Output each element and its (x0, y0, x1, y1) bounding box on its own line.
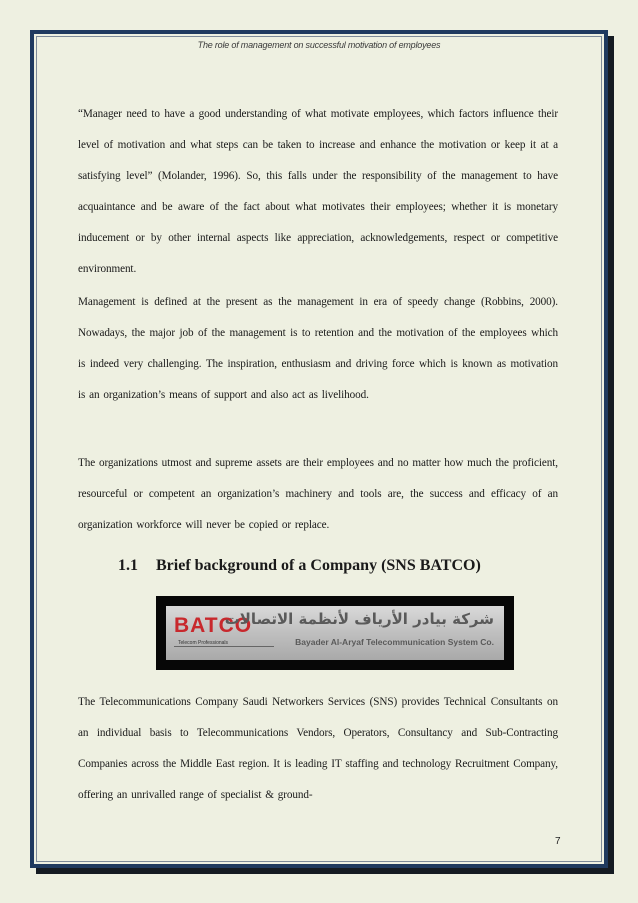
logo-tagline: Telecom Professionals (178, 640, 229, 646)
logo-panel (166, 606, 504, 660)
paragraph-management-definition: Management is defined at the present as the management in era of speedy change (Robbins, 2000). Nowadays, the major job of the management is to retention and the motivation of the employees which is indeed very challenging. The inspiration, enthusiasm and driving force which is known as motivation is an organization’s means of support and also act as livelihood. (78, 296, 558, 401)
paragraph-organization-assets: The organizations utmost and supreme assets are their employees and no matter how much the proficient, resourceful or competent an organization’s machinery and tools are, the success and efficacy of an organization workforce will never be copied or replace. (78, 457, 558, 531)
paragraph-manager-quote: “Manager need to have a good understanding of what motivate employees, which factors influence their level of motivation and what steps can be taken to increase and enhance the motivation or keep it at a satisfying level” (Molander, 1996). So, this falls under the responsibility of the management to have acquaintance and be aware of the fact about what motivates their employees; whether it is monetary inducement or by other internal aspects like appreciation, acknowledgements, respect or competitive environment. (78, 108, 558, 275)
section-title: Brief background of a Company (SNS BATCO) (156, 557, 481, 574)
section-number: 1.1 (118, 557, 138, 574)
running-header: The role of management on successful motivation of employees (197, 40, 441, 50)
page-number: 7 (555, 836, 561, 847)
logo-brand-text: BATCO (174, 614, 253, 637)
logo-english-name: Bayader Al-Aryaf Telecommunication System Co. (295, 637, 494, 647)
section-heading (118, 557, 481, 575)
paragraph-company-description: The Telecommunications Company Saudi Networkers Services (SNS) provides Technical Consultants on an individual basis to Telecommunications Vendors, Operators, Consultancy and Sub-Contracting Companies across the Middle East region. It is leading IT staffing and technology Recruitment Company, offering an unrivalled range of specialist & ground- (78, 696, 558, 801)
logo-arabic-name: شركة بيادر الأرياف لأنظمة الاتصالات (224, 610, 494, 628)
logo-divider (174, 646, 274, 647)
company-logo-image (156, 596, 514, 670)
